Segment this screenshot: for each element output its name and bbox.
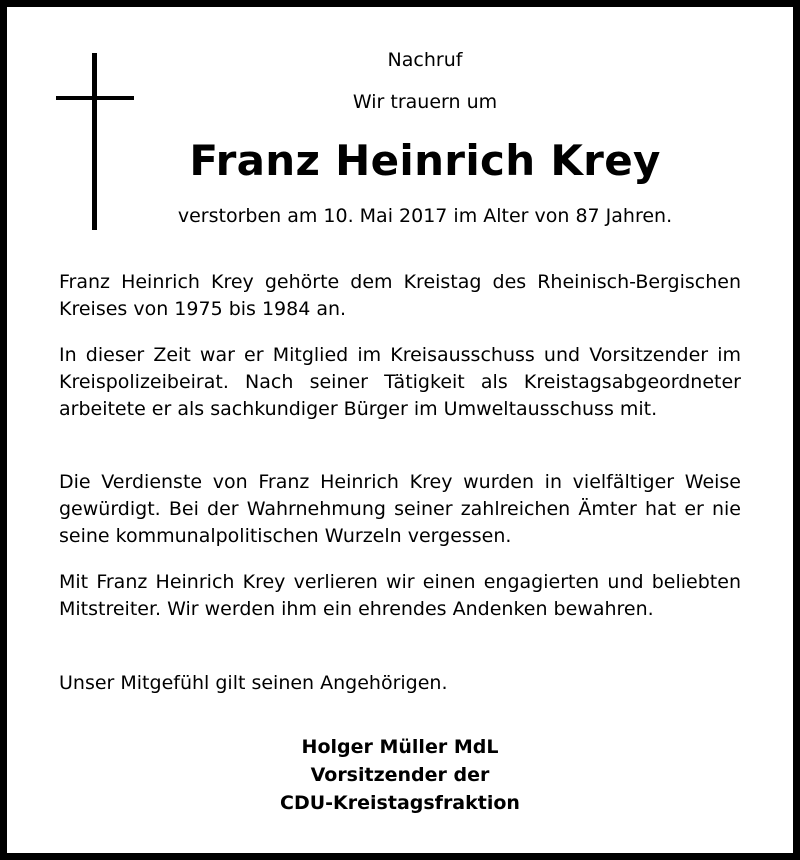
death-date-line: verstorben am 10. Mai 2017 im Alter von 87 Jahren.: [177, 205, 673, 227]
signature-role-line2: CDU-Kreistagsfraktion: [280, 792, 520, 814]
mourn-line: Wir trauern um: [352, 91, 498, 113]
signature-role-line1: Vorsitzender der: [310, 764, 490, 786]
paragraph-loss: Mit Franz Heinrich Krey verlieren wir einen engagierten und beliebten Mitstreiter. Wir werden ihm ein ehrendes Andenken bewahren.: [59, 571, 741, 620]
paragraph-condolence: Unser Mitgefühl gilt seinen Angehörigen.: [59, 672, 448, 694]
paragraph-merits: Die Verdienste von Franz Heinrich Krey wurden in vielfältiger Weise gewürdigt. Bei der Wahrnehmung seiner zahlreichen Ämter hat er nie seine kommunalpolitischen Wurzeln vergessen.: [59, 471, 741, 547]
signature-name: Holger Müller MdL: [301, 736, 499, 758]
notice-heading: Nachruf: [387, 49, 463, 71]
paragraph-functions: In dieser Zeit war er Mitglied im Kreisausschuss und Vorsitzender im Kreispolizeibeirat. Nach seiner Tätigkeit als Kreistagsabgeordneter arbeitete er als sachkundiger Bürger im Umweltausschuss mit.: [59, 344, 741, 420]
deceased-name: Franz Heinrich Krey: [189, 136, 661, 185]
paragraph-kreistag: Franz Heinrich Krey gehörte dem Kreistag des Rheinisch-Bergischen Kreises von 1975 bis 1984 an.: [59, 271, 741, 320]
signature-block: [0, 733, 800, 817]
